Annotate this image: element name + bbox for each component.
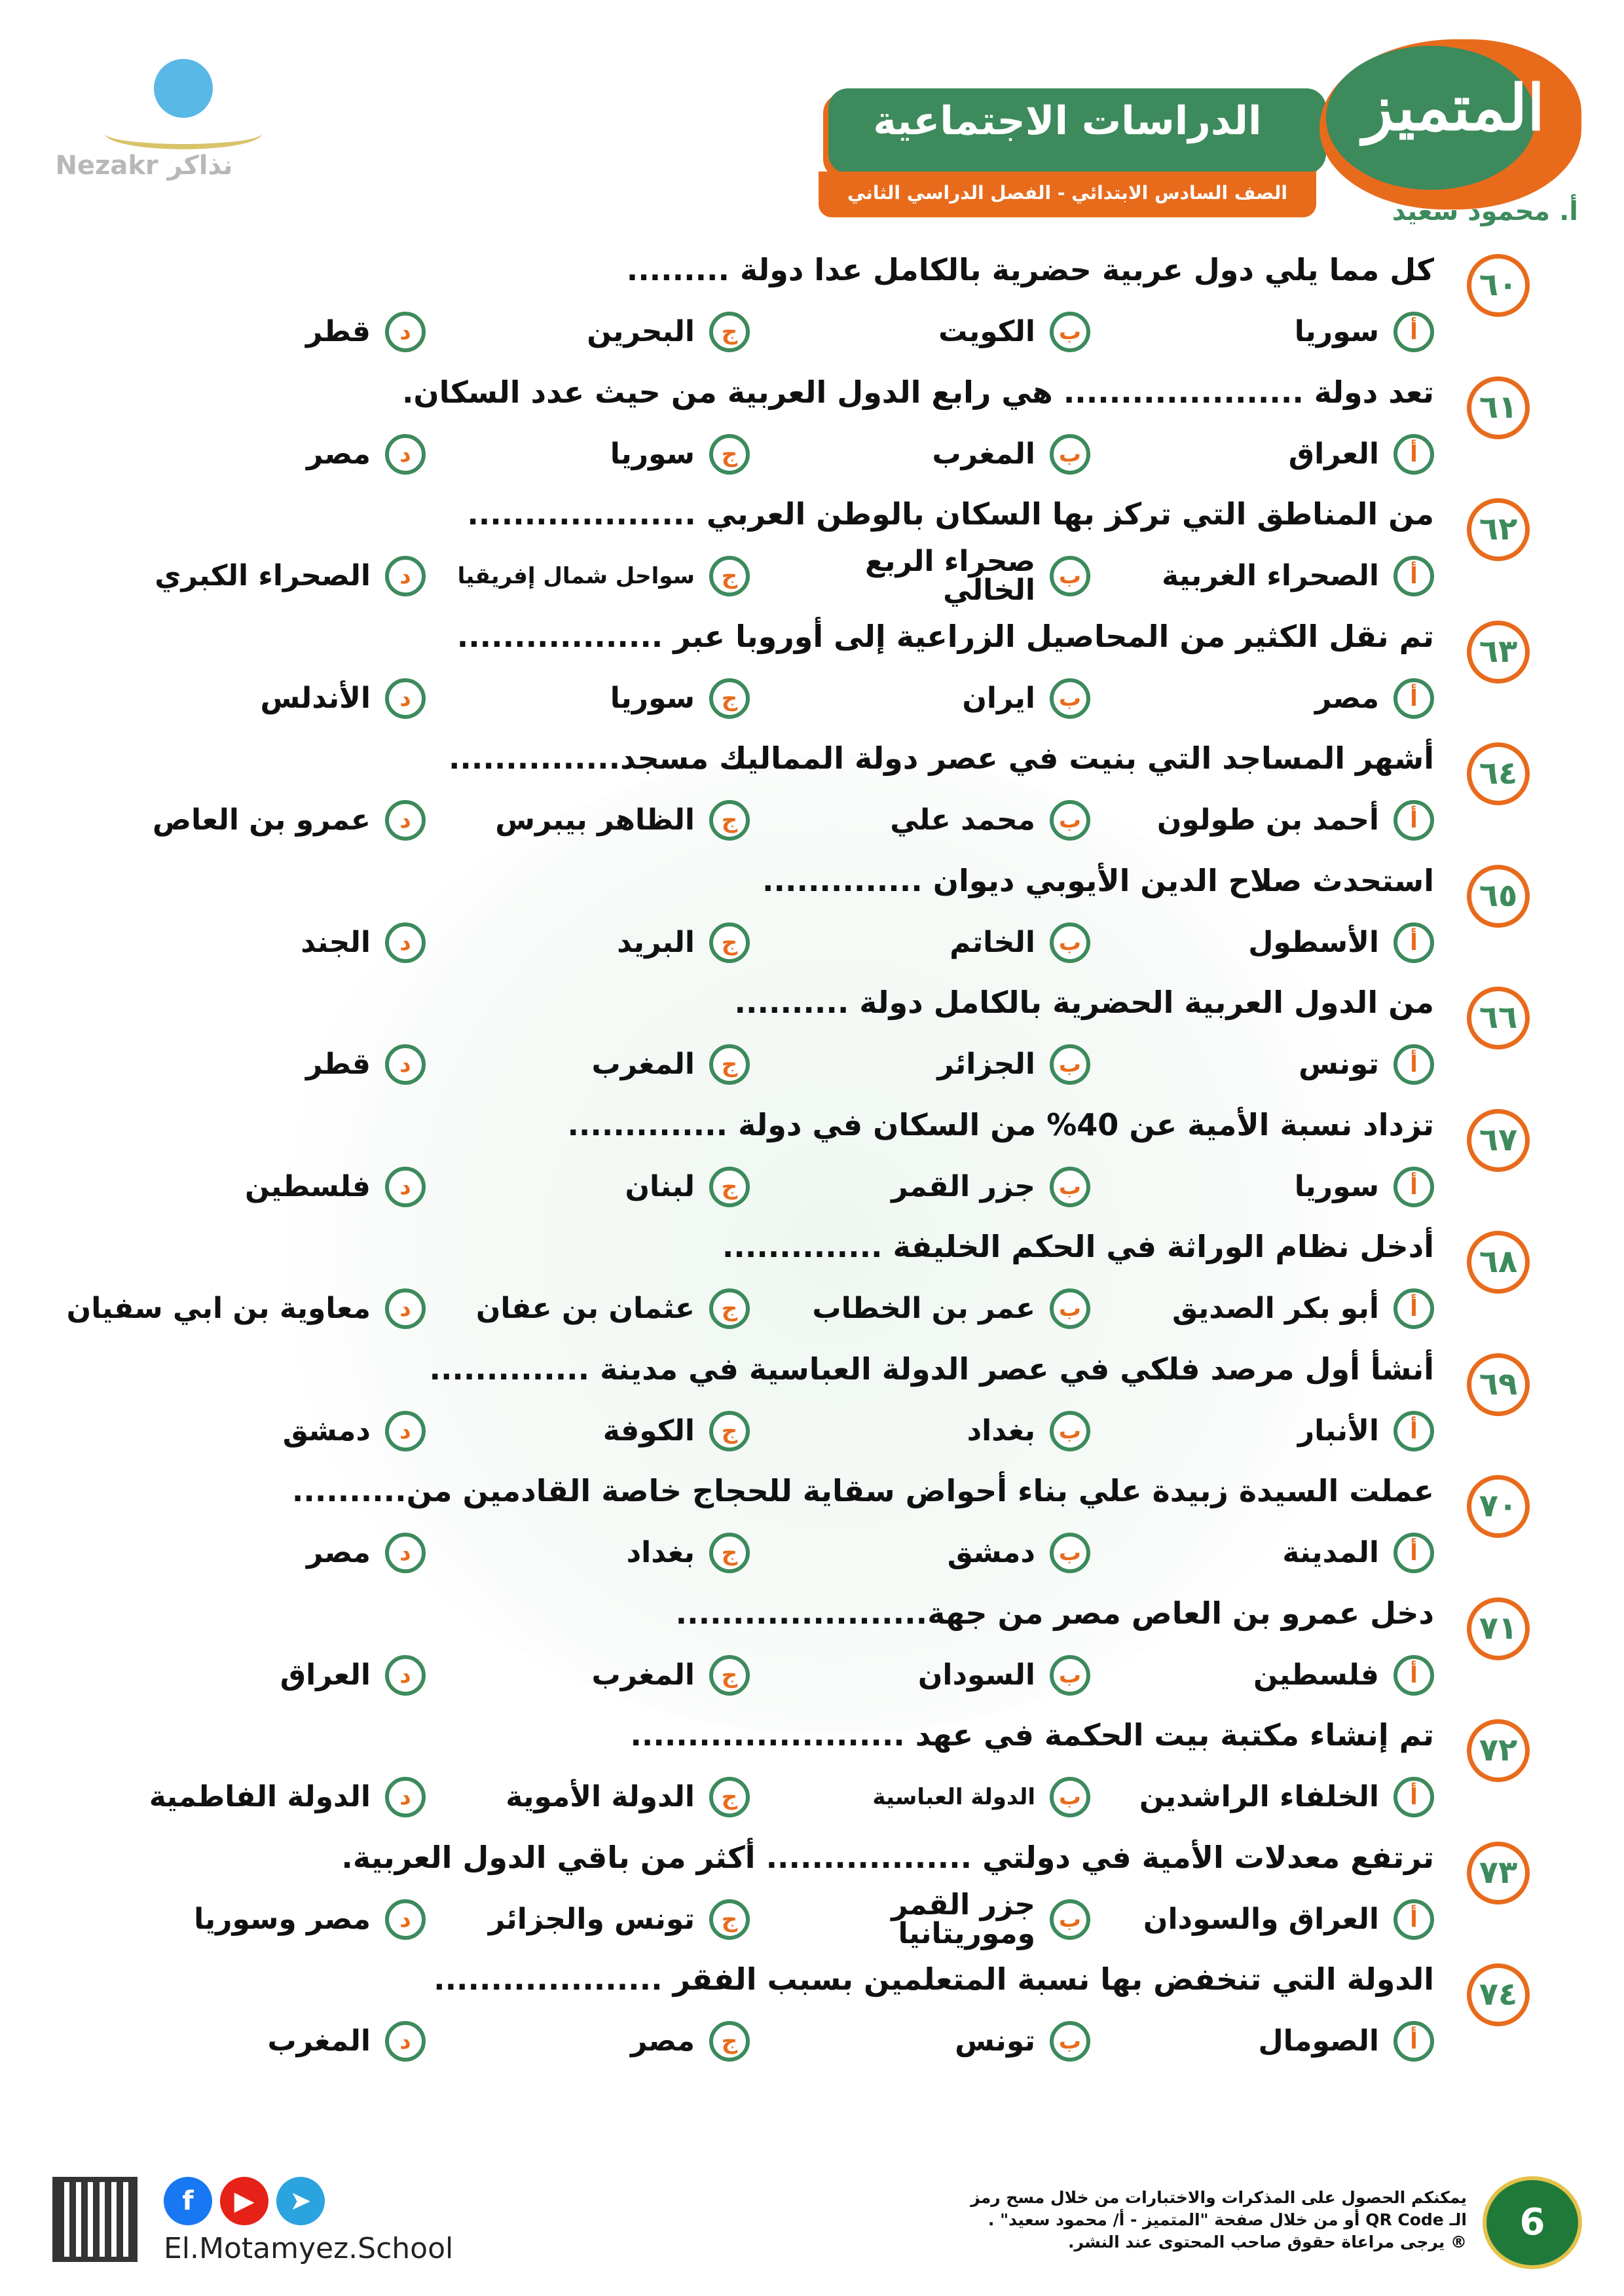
answer-option[interactable] xyxy=(1107,1279,1434,1338)
answer-option[interactable] xyxy=(442,1523,750,1582)
answer-option[interactable] xyxy=(39,1402,426,1461)
answer-option[interactable] xyxy=(39,302,426,361)
option-letter-marker: ج xyxy=(709,800,750,841)
option-letter-marker: ب xyxy=(1050,922,1090,963)
footer-note-line: يمكنكم الحصول على المذكرات والاختبارات من خلال مسح رمز xyxy=(970,2188,1467,2207)
question-text: عملت السيدة زبيدة علي بناء أحواض سقاية للحجاج خاصة القادمين من.......... xyxy=(291,1473,1434,1508)
question-text: تزداد نسبة الأمية عن 40% من السكان في دولة .............. xyxy=(567,1106,1434,1142)
answer-option[interactable] xyxy=(1107,302,1434,361)
nezakr-logo xyxy=(39,52,249,183)
answer-option[interactable] xyxy=(442,1157,750,1216)
option-letter-marker: د xyxy=(385,678,426,719)
question-text: تم نقل الكثير من المحاصيل الزراعية إلى أوروبا عبر .................. xyxy=(456,618,1434,654)
option-text: المغرب xyxy=(267,2024,371,2058)
option-text: المدينة xyxy=(1282,1536,1379,1569)
option-text: البريد xyxy=(617,925,695,959)
option-letter-marker: د xyxy=(385,1167,426,1207)
option-text: تونس والجزائر xyxy=(488,1902,695,1936)
option-letter-marker: أ xyxy=(1393,556,1434,596)
page-number: 6 xyxy=(1486,2180,1578,2265)
question-number: ٦٧ xyxy=(1467,1109,1530,1172)
option-letter-marker: د xyxy=(385,1777,426,1817)
answer-option[interactable] xyxy=(39,1646,426,1705)
option-letter-marker: ب xyxy=(1050,1167,1090,1207)
option-text: مصر وسوريا xyxy=(194,1902,371,1936)
answer-option[interactable] xyxy=(442,913,750,972)
option-letter-marker: د xyxy=(385,800,426,841)
footer-note-line: ® يرجى مراعاة حقوق صاحب المحتوى عند النشر. xyxy=(1068,2232,1467,2251)
answer-option[interactable] xyxy=(39,1035,426,1094)
footer-note-line: الـ QR Code أو من خلال صفحة "المتميز - أ/ محمود سعيد" . xyxy=(987,2210,1467,2229)
answer-option[interactable] xyxy=(763,791,1090,850)
answer-option[interactable] xyxy=(1107,2012,1434,2071)
option-text: العراق والسودان xyxy=(1143,1902,1379,1936)
option-text: بغداد xyxy=(626,1536,695,1569)
answer-option[interactable] xyxy=(442,302,750,361)
option-text: تونس xyxy=(1299,1048,1379,1081)
question-text: من المناطق التي تركز بها السكان بالوطن العربي .................... xyxy=(467,496,1434,532)
option-text: فلسطين xyxy=(1253,1658,1379,1692)
answer-option[interactable] xyxy=(763,1402,1090,1461)
option-letter-marker: ب xyxy=(1050,800,1090,841)
option-text: الجزائر xyxy=(937,1048,1035,1081)
option-text: سوريا xyxy=(1294,1169,1379,1203)
answer-option[interactable] xyxy=(763,547,1090,606)
question-number: ٦٠ xyxy=(1467,254,1530,317)
question-text: من الدول العربية الحضرية بالكامل دولة .......... xyxy=(734,985,1434,1020)
answer-option[interactable] xyxy=(1107,1646,1434,1705)
option-letter-marker: د xyxy=(385,1288,426,1329)
option-letter-marker: أ xyxy=(1393,1167,1434,1207)
question-number: ٦٤ xyxy=(1467,742,1530,805)
answer-option[interactable] xyxy=(1107,913,1434,972)
option-letter-marker: ب xyxy=(1050,2021,1090,2062)
question-number: ٦٢ xyxy=(1467,498,1530,561)
option-letter-marker: د xyxy=(385,922,426,963)
option-text: أبو بكر الصديق xyxy=(1172,1292,1379,1325)
brand-text: Nezakr نذاكر xyxy=(55,151,233,181)
question-text: دخل عمرو بن العاص مصر من جهة...................... xyxy=(675,1595,1434,1631)
option-text: سوريا xyxy=(610,681,695,715)
answer-option[interactable] xyxy=(1107,1157,1434,1216)
answer-option[interactable] xyxy=(442,425,750,484)
answer-option[interactable] xyxy=(39,2012,426,2071)
option-letter-marker: ج xyxy=(709,2021,750,2062)
option-text: جزر القمر xyxy=(891,1169,1035,1203)
option-text: قطر xyxy=(305,315,371,348)
book-icon xyxy=(105,118,262,149)
option-text: سوريا xyxy=(1294,315,1379,348)
option-text: محمد علي xyxy=(890,803,1035,837)
answer-option[interactable] xyxy=(39,1768,426,1827)
answer-option[interactable] xyxy=(442,1279,750,1338)
option-text: الدولة العباسية xyxy=(872,1784,1035,1810)
question-text: ترتفع معدلات الأمية في دولتي .................. أكثر من باقي الدول العربية. xyxy=(341,1839,1434,1875)
answer-option[interactable] xyxy=(1107,791,1434,850)
answer-option[interactable] xyxy=(763,1279,1090,1338)
page-title: الدراسات الاجتماعية xyxy=(873,98,1262,144)
option-text: الصحراء الغربية xyxy=(1162,559,1379,592)
answer-option[interactable] xyxy=(39,425,426,484)
answer-option[interactable] xyxy=(763,1768,1090,1827)
question-number: ٦١ xyxy=(1467,376,1530,439)
option-text: جزر القمر وموريتانيا xyxy=(891,1887,1035,1950)
question-text: الدولة التي تنخفض بها نسبة المتعلمين بسبب الفقر .................... xyxy=(434,1961,1434,1997)
option-text: فلسطين xyxy=(245,1169,371,1203)
answer-option[interactable] xyxy=(763,1646,1090,1705)
answer-option[interactable] xyxy=(39,1157,426,1216)
question-number: ٧٣ xyxy=(1467,1842,1530,1904)
option-text: صحراء الربع الخالي xyxy=(864,545,1035,607)
question-number: ٧٢ xyxy=(1467,1719,1530,1782)
footer-note xyxy=(930,2187,1467,2253)
option-text: مصر xyxy=(306,1536,371,1569)
answer-option[interactable] xyxy=(39,1523,426,1582)
answer-option[interactable] xyxy=(763,302,1090,361)
option-letter-marker: أ xyxy=(1393,1777,1434,1817)
answer-option[interactable] xyxy=(1107,669,1434,728)
answer-option[interactable] xyxy=(763,425,1090,484)
option-letter-marker: ج xyxy=(709,922,750,963)
option-letter-marker: ب xyxy=(1050,1655,1090,1696)
option-text: عمرو بن العاص xyxy=(152,803,371,837)
option-letter-marker: أ xyxy=(1393,1533,1434,1573)
option-letter-marker: ج xyxy=(709,1288,750,1329)
option-text: الأنبار xyxy=(1297,1413,1379,1448)
answer-option[interactable] xyxy=(442,2012,750,2071)
option-text: الأسطول xyxy=(1248,925,1379,959)
option-letter-marker: ج xyxy=(709,1899,750,1940)
answer-option[interactable] xyxy=(1107,1890,1434,1949)
answer-option[interactable] xyxy=(1107,547,1434,606)
option-letter-marker: أ xyxy=(1393,1288,1434,1329)
telegram-icon[interactable]: ➤ xyxy=(276,2177,325,2225)
option-letter-marker: أ xyxy=(1393,678,1434,719)
option-text: لبنان xyxy=(625,1169,695,1203)
option-letter-marker: ب xyxy=(1050,1899,1090,1940)
option-text: العراق xyxy=(1288,437,1379,471)
option-letter-marker: ج xyxy=(709,1777,750,1817)
option-letter-marker: ب xyxy=(1050,678,1090,719)
answer-option[interactable] xyxy=(442,1402,750,1461)
option-letter-marker: أ xyxy=(1393,800,1434,841)
answer-option[interactable] xyxy=(39,791,426,850)
option-letter-marker: ج xyxy=(709,1167,750,1207)
option-text: دمشق xyxy=(282,1413,371,1448)
option-text: مصر xyxy=(1315,681,1379,715)
answer-option[interactable] xyxy=(39,669,426,728)
option-text: الصومال xyxy=(1258,2024,1379,2058)
option-letter-marker: أ xyxy=(1393,1899,1434,1940)
option-letter-marker: د xyxy=(385,556,426,596)
option-text: الخلفاء الراشدين xyxy=(1139,1780,1379,1813)
option-text: الجند xyxy=(301,925,371,959)
answer-option[interactable] xyxy=(39,1279,426,1338)
answer-option[interactable] xyxy=(39,547,426,606)
option-text: بغداد xyxy=(967,1413,1035,1448)
answer-option[interactable] xyxy=(1107,1523,1434,1582)
option-letter-marker: د xyxy=(385,1533,426,1573)
option-letter-marker: د xyxy=(385,312,426,352)
option-letter-marker: ج xyxy=(709,1411,750,1451)
question-number: ٦٦ xyxy=(1467,987,1530,1049)
social-links xyxy=(164,2177,325,2225)
option-letter-marker: ب xyxy=(1050,1288,1090,1329)
answer-option[interactable] xyxy=(442,791,750,850)
option-text: معاوية بن ابي سفيان xyxy=(66,1292,371,1325)
option-text: عمر بن الخطاب xyxy=(812,1292,1035,1325)
question-number: ٦٩ xyxy=(1467,1353,1530,1416)
option-letter-marker: أ xyxy=(1393,434,1434,475)
option-letter-marker: ج xyxy=(709,1044,750,1085)
question-number: ٦٥ xyxy=(1467,865,1530,928)
question-text: تم إنشاء مكتبة بيت الحكمة في عهد ........................ xyxy=(630,1717,1434,1753)
question-number: ٦٣ xyxy=(1467,621,1530,683)
option-letter-marker: د xyxy=(385,1655,426,1696)
answer-option[interactable] xyxy=(763,1887,1090,1950)
option-text: الأندلس xyxy=(260,681,371,715)
option-letter-marker: د xyxy=(385,2021,426,2062)
option-text: الظاهر بيبرس xyxy=(495,803,695,837)
answer-option[interactable] xyxy=(442,669,750,728)
option-letter-marker: ب xyxy=(1050,434,1090,475)
option-text: أحمد بن طولون xyxy=(1156,803,1379,837)
answer-option[interactable] xyxy=(39,913,426,972)
option-text: المغرب xyxy=(932,437,1035,471)
answer-option[interactable] xyxy=(763,913,1090,972)
option-letter-marker: أ xyxy=(1393,312,1434,352)
option-text: البحرين xyxy=(587,315,695,348)
option-text: الدولة الفاطمية xyxy=(149,1780,371,1813)
option-text: الكوفة xyxy=(602,1413,695,1448)
option-letter-marker: ب xyxy=(1050,1044,1090,1085)
option-letter-marker: ب xyxy=(1050,1777,1090,1817)
option-text: الصحراء الكبري xyxy=(155,559,371,592)
option-letter-marker: ج xyxy=(709,434,750,475)
answer-option[interactable] xyxy=(442,1768,750,1827)
option-text: قطر xyxy=(305,1048,371,1081)
option-letter-marker: أ xyxy=(1393,1411,1434,1451)
answer-option[interactable] xyxy=(442,547,750,606)
option-letter-marker: ب xyxy=(1050,556,1090,596)
answer-option[interactable] xyxy=(763,1523,1090,1582)
answer-option[interactable] xyxy=(763,1035,1090,1094)
answer-option[interactable] xyxy=(1107,1768,1434,1827)
option-text: مصر xyxy=(631,2024,695,2058)
answer-option[interactable] xyxy=(1107,1035,1434,1094)
option-text: تونس xyxy=(955,2024,1035,2058)
option-letter-marker: ج xyxy=(709,678,750,719)
option-text: الكويت xyxy=(938,315,1035,348)
option-letter-marker: د xyxy=(385,1411,426,1451)
option-text: المغرب xyxy=(591,1658,695,1692)
qr-code[interactable] xyxy=(52,2177,138,2262)
graduation-cap-icon xyxy=(154,59,213,118)
option-text: عثمان بن عفان xyxy=(475,1292,695,1325)
answer-option[interactable] xyxy=(763,2012,1090,2071)
option-text: مصر xyxy=(306,437,371,471)
option-letter-marker: ج xyxy=(709,1533,750,1573)
question-number: ٧٠ xyxy=(1467,1475,1530,1538)
option-text: الخاتم xyxy=(950,925,1035,959)
option-text: دمشق xyxy=(947,1536,1035,1569)
youtube-icon[interactable]: ▶ xyxy=(220,2177,268,2225)
option-text: سوريا xyxy=(610,437,695,471)
facebook-icon[interactable]: f xyxy=(164,2177,212,2225)
option-letter-marker: ب xyxy=(1050,1411,1090,1451)
question-text: أدخل نظام الوراثة في الحكم الخليفة .............. xyxy=(722,1229,1434,1264)
option-text: العراق xyxy=(280,1658,371,1692)
option-letter-marker: د xyxy=(385,1044,426,1085)
answer-option[interactable] xyxy=(1107,1402,1434,1461)
page-subtitle: الصف السادس الابتدائي - الفصل الدراسي الثاني xyxy=(847,182,1287,204)
option-text: السودان xyxy=(917,1658,1035,1692)
answer-option[interactable] xyxy=(1107,425,1434,484)
question-number: ٧١ xyxy=(1467,1597,1530,1660)
option-text: ايران xyxy=(962,681,1035,715)
option-letter-marker: أ xyxy=(1393,1044,1434,1085)
option-letter-marker: ج xyxy=(709,1655,750,1696)
answer-option[interactable] xyxy=(763,1157,1090,1216)
question-number: ٦٨ xyxy=(1467,1231,1530,1294)
question-text: أشهر المساجد التي بنيت في عصر دولة المماليك مسجد............... xyxy=(448,740,1434,776)
answer-option[interactable] xyxy=(442,1646,750,1705)
website-link[interactable]: El.Motamyez.School xyxy=(164,2232,454,2265)
option-letter-marker: ب xyxy=(1050,1533,1090,1573)
option-letter-marker: ج xyxy=(709,312,750,352)
author-name: أ. محمود سعيد xyxy=(1392,196,1578,227)
answer-option[interactable] xyxy=(763,669,1090,728)
answer-option[interactable] xyxy=(39,1890,426,1949)
question-text: كل مما يلي دول عربية حضرية بالكامل عدا دولة ......... xyxy=(626,252,1434,287)
option-letter-marker: د xyxy=(385,434,426,475)
option-text: المغرب xyxy=(591,1048,695,1081)
option-letter-marker: ج xyxy=(709,556,750,596)
option-letter-marker: ب xyxy=(1050,312,1090,352)
option-letter-marker: د xyxy=(385,1899,426,1940)
option-text: الدولة الأموية xyxy=(506,1780,695,1813)
question-number: ٧٤ xyxy=(1467,1963,1530,2026)
logo-text: المتميز xyxy=(1363,71,1545,145)
question-text: أنشأ أول مرصد فلكي في عصر الدولة العباسية في مدينة .............. xyxy=(429,1351,1434,1387)
answer-option[interactable] xyxy=(442,1035,750,1094)
question-text: تعد دولة ..................... هي رابع الدول العربية من حيث عدد السكان. xyxy=(401,374,1434,410)
option-text: سواحل شمال إفريقيا xyxy=(457,563,695,589)
option-letter-marker: أ xyxy=(1393,2021,1434,2062)
option-letter-marker: أ xyxy=(1393,1655,1434,1696)
question-text: استحدث صلاح الدين الأيوبي ديوان .............. xyxy=(762,862,1434,898)
answer-option[interactable] xyxy=(442,1890,750,1949)
option-letter-marker: أ xyxy=(1393,922,1434,963)
